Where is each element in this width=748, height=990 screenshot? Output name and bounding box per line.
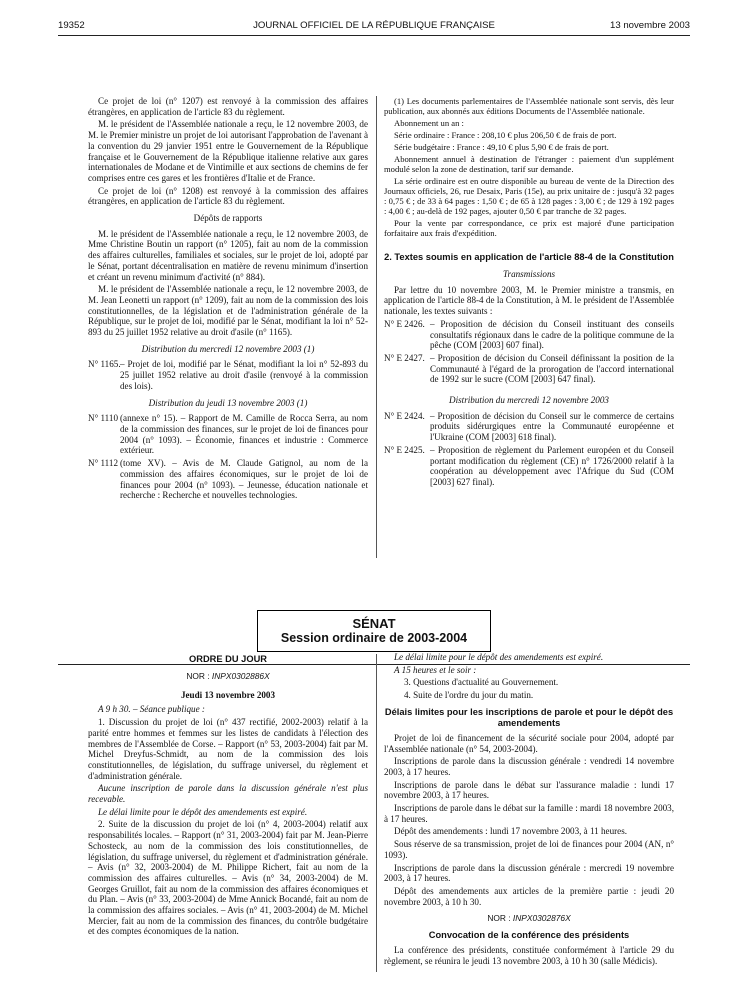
- distribution-heading-jeudi: Distribution du jeudi 13 novembre 2003 (1): [148, 397, 308, 408]
- senat-session: Session ordinaire de 2003-2004: [280, 631, 468, 645]
- paragraph: Sous réserve de sa transmission, projet de loi de finances pour 2004 (AN, n° 1093).: [384, 839, 674, 860]
- senat-title: SÉNAT: [352, 616, 396, 631]
- paragraph: M. le président de l'Assemblée nationale a reçu, le 12 novembre 2003, de M. le Premier ministre un projet de loi autorisant l'approbation de l'avenant à la convention du 29 janvier 1951 entre le Gouvernement de la République française et le Gouvernement de la République italienne relative aux gares internationales de Modane et de Vintimille et aux sections de chemins de fer comprises entre ces gares et les frontières d'Italie et de France.: [88, 119, 368, 183]
- paragraph: Dépôt des amendements : lundi 17 novembre 2003, à 11 heures.: [394, 826, 628, 837]
- section-title-88-4: 2. Textes soumis en application de l'article 88-4 de la Constitution: [384, 252, 674, 262]
- item-ref: N° 1110: [88, 413, 118, 424]
- list-item: [88, 413, 368, 456]
- agenda-item-1: 1. Discussion du projet de loi (n° 437 rectifié, 2002-2003) relatif à la parité entre hommes et femmes sur les listes de candidats à l'élection des membres de l'Assemblée de Corse. – Rapport (n° 53, 2003-2004) fait par M. Michel Dreyfus-Schmidt, au nom de la commission des lois constitutionnelles, de législation, du suffrage universel, du règlement et d'administration générale.: [88, 717, 368, 781]
- agenda-item-2: 2. Suite de la discussion du projet de loi (n° 4, 2003-2004) relatif aux responsabilités locales. – Rapport (n° 31, 2003-2004) fait par M. Jean-Pierre Schosteck, au nom de la commission des lois constitutionnelles, de législation, du suffrage universel, du règlement et d'administration générale. – Avis (n° 32, 2003-2004) de M. Philippe Richert, fait au nom de la commission des affaires culturelles. – Avis (n° 34, 2003-2004) de M. Georges Gruillot, fait au nom de la commission des affaires économiques et du Plan. – Avis (n° 33, 2003-2004) de Mme Annick Bocandé, fait au nom de la commission des affaires sociales. – Avis (n° 41, 2003-2004) de M. Michel Mercier, fait au nom de la commission des finances, du contrôle budgétaire et des comptes économiques de la nation.: [88, 819, 368, 937]
- list-item: [384, 445, 674, 488]
- paragraph: Ce projet de loi (n° 1208) est renvoyé à la commission des affaires étrangères, en application de l'article 83 du règlement.: [88, 185, 368, 207]
- paragraph: Projet de loi de financement de la sécurité sociale pour 2004, adopté par l'Assemblée nationale (n° 54, 2003-2004).: [384, 732, 674, 754]
- item-text: – Proposition de décision du Conseil définissant la position de la Communauté à l'égard de la prorogation de l'accord international de 1992 sur le sucre (COM [2003] 647 final).: [430, 352, 674, 385]
- paragraph: La conférence des présidents, constituée conformément à l'article 29 du règlement, se réunira le jeudi 13 novembre 2003, à 10 h 30 (salle Médicis).: [384, 945, 674, 966]
- item-text: – Projet de loi, modifié par le Sénat, modifiant la loi n° 52-893 du 25 juillet 1952 relative au droit d'asile (renvoyé à la commission des lois).: [120, 359, 368, 391]
- item-ref: N° E 2427.: [384, 352, 425, 363]
- date-heading: Jeudi 13 novembre 2003: [180, 689, 276, 700]
- page-number: 19352: [58, 20, 85, 31]
- paragraph: Par lettre du 10 novembre 2003, M. le Premier ministre a transmis, en application de l'article 88-4 de la Constitution, à M. le président de l'Assemblée nationale, les textes suivants :: [384, 284, 674, 317]
- paragraph: Dépôt des amendements aux articles de la première partie : jeudi 20 novembre 2003, à 10 h 30.: [384, 885, 674, 907]
- header-rule: [58, 35, 690, 36]
- note-aucune: Aucune inscription de parole dans la discussion générale n'est plus recevable.: [88, 783, 368, 805]
- nor-code: INPX0302876X: [512, 913, 571, 924]
- paragraph: Inscriptions de parole dans le débat sur la famille : mardi 18 novembre 2003, à 17 heures.: [384, 803, 674, 824]
- paragraph: M. le président de l'Assemblée nationale a reçu, le 12 novembre 2003, de M. Jean Leonetti un rapport (n° 1209), fait au nom de la commission des lois constitutionnelles, de la législation et de l'administration générale de la République, sur le projet de loi, modifié par le Sénat, modifiant la loi n° 52-893 du 25 juillet 1952 relative au droit d'asile (n° 1165).: [88, 284, 368, 338]
- nor-code: INPX0302886X: [211, 671, 270, 681]
- serie-ordinaire: Série ordinaire : France : 208,10 € plus 206,50 € de frais de port.: [394, 130, 617, 140]
- paragraph: M. le président de l'Assemblée nationale a reçu, le 12 novembre 2003, de Mme Christine Boutin un rapport (n° 1205), fait au nom de la commission des affaires culturelles, familiales et sociales, sur le projet de loi, adopté par le Sénat, portant décentralisation en matière de revenu minimum d'insertion et créant un revenu minimum d'activité (n° 884).: [88, 228, 368, 282]
- distribution-heading-mercredi: Distribution du mercredi 12 novembre 2003 (1): [141, 343, 315, 354]
- item-ref: N° E 2426.: [384, 318, 425, 329]
- item-ref: N° E 2425.: [384, 444, 425, 455]
- right-column-senat: [384, 652, 674, 968]
- nor-reference: [384, 913, 674, 924]
- nor-label: NOR :: [487, 913, 511, 924]
- item-ref: N° 1165.: [88, 359, 121, 370]
- senat-title-box: [257, 610, 491, 652]
- vente-info: La série ordinaire est en outre disponible au bureau de vente de la Direction des Journaux officiels, 26, rue Desaix, Paris (15e), au prix unitaire de : jusqu'à 32 pages : 0,75 € ; de 33 à 64 pages : 1,50 € ; de 65 à 128 pages : 3,00 € ; de 129 à 192 pages : 4,00 € ; au-delà de 192 pages, ajouter 0,50 € par tranche de 32 pages.: [384, 176, 674, 216]
- item-text: – Proposition de règlement du Parlement européen et du Conseil portant modification du règlement (CE) n° 1726/2000 relatif à la coopération au développement avec l'Afrique du Sud (COM [2003] 627 final).: [430, 444, 674, 487]
- agenda-item-3: 3. Questions d'actualité au Gouvernement.: [404, 677, 559, 688]
- item-text: (tome XV). – Avis de M. Claude Gatignol, au nom de la commission des affaires économiques, sur le projet de loi de finances pour 2004 (n° 1093). – Jeunesse, éducation nationale et recherche : Recherche et nouvelles technologies.: [120, 458, 368, 501]
- item-ref: N° 1112: [88, 458, 118, 469]
- paragraph: Ce projet de loi (n° 1207) est renvoyé à la commission des affaires étrangères, en application de l'article 83 du règlement.: [88, 96, 368, 117]
- issue-date: 13 novembre 2003: [609, 20, 690, 31]
- serie-budgetaire: Série budgétaire : France : 49,10 € plus 5,90 € de frais de port.: [394, 142, 609, 152]
- footnote: (1) Les documents parlementaires de l'Assemblée nationale sont servis, dès leur publication, aux abonnés aux éditions Documents de l'Assemblée nationale.: [384, 96, 674, 116]
- item-ref: N° E 2424.: [384, 410, 425, 421]
- item-text: – Proposition de décision du Conseil sur le commerce de certains produits sidérurgiques entre la Communauté européenne et l'Ukraine (COM [2003] 618 final).: [430, 410, 674, 443]
- convocation-heading: Convocation de la conférence des présidents: [428, 930, 630, 941]
- footnote-block: [384, 96, 674, 238]
- ordre-du-jour-heading: ORDRE DU JOUR: [189, 654, 267, 664]
- list-item: [88, 458, 368, 501]
- left-column-assemblee: [88, 96, 368, 503]
- column-divider-top: [376, 96, 377, 558]
- agenda-item-4: 4. Suite de l'ordre du jour du matin.: [404, 690, 534, 701]
- list-item: [384, 353, 674, 385]
- journal-title: JOURNAL OFFICIEL DE LA RÉPUBLIQUE FRANÇAISE: [253, 20, 495, 31]
- paragraph: Inscriptions de parole dans la discussion générale : vendredi 14 novembre 2003, à 17 heures.: [384, 756, 674, 777]
- nor-label: NOR :: [186, 671, 210, 681]
- distribution-heading: Distribution du mercredi 12 novembre 2003: [449, 395, 609, 406]
- right-column-assemblee: [384, 96, 674, 490]
- list-item: [88, 359, 368, 391]
- seance-time: A 15 heures et le soir :: [394, 664, 477, 675]
- nor-reference: [88, 671, 368, 682]
- abonnement: Abonnement un an :: [394, 118, 464, 128]
- note-delai: Le délai limite pour le dépôt des amendements est expiré.: [98, 806, 308, 817]
- delais-heading: Délais limites pour les inscriptions de parole et pour le dépôt des amendements: [384, 706, 674, 728]
- column-divider-bottom: [376, 654, 377, 972]
- abonnement-etranger: Abonnement annuel à destination de l'étranger : paiement d'un supplément modulé selon la zone de destination, tarif sur demande.: [384, 154, 674, 174]
- vente-correspondance: Pour la vente par correspondance, ce prix est majoré d'une participation forfaitaire aux frais d'expédition.: [384, 218, 674, 238]
- item-text: (annexe n° 15). – Rapport de M. Camille de Rocca Serra, au nom de la commission des finances, sur le projet de loi de finances pour 2004 (n° 1093). – Économie, finances et industrie : Commerce extérieur.: [120, 413, 368, 456]
- section-heading-depots: Dépôts de rapports: [193, 213, 263, 224]
- item-text: – Proposition de décision du Conseil instituant des conseils consultatifs régionaux dans le cadre de la politique commune de la pêche (COM [2003] 607 final).: [430, 318, 674, 351]
- seance-time: A 9 h 30. – Séance publique :: [98, 704, 205, 715]
- left-column-senat: [88, 652, 368, 939]
- list-item: [384, 319, 674, 351]
- note-delai: Le délai limite pour le dépôt des amendements est expiré.: [394, 652, 604, 662]
- page-header: [58, 20, 690, 34]
- paragraph: Inscriptions de parole dans le débat sur l'assurance maladie : lundi 17 novembre 2003, à 17 heures.: [384, 779, 674, 801]
- list-item: [384, 411, 674, 443]
- paragraph: Inscriptions de parole dans la discussion générale : mercredi 19 novembre 2003, à 17 heures.: [384, 862, 674, 884]
- transmissions-heading: Transmissions: [502, 269, 556, 279]
